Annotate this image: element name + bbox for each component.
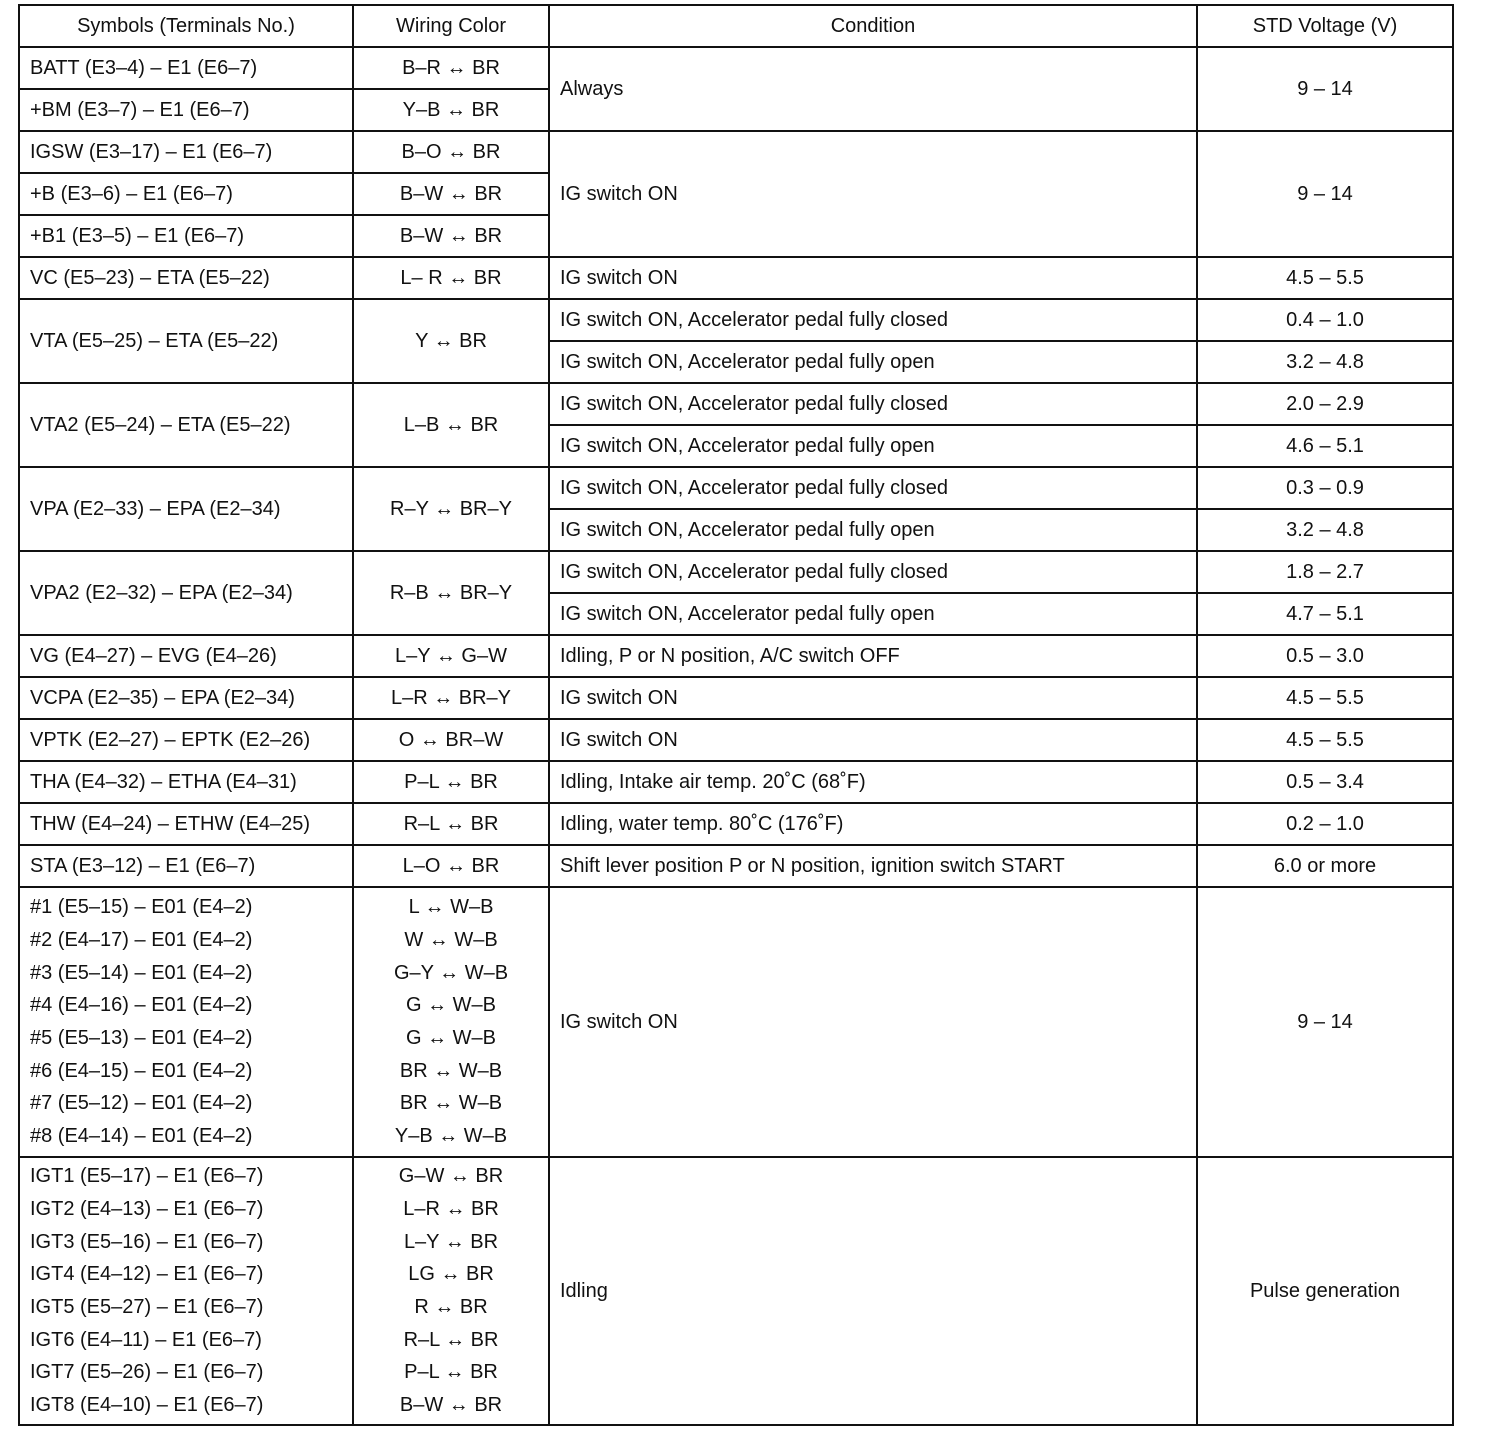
ignition-voltage-cell: Pulse generation bbox=[1197, 1157, 1453, 1425]
wiring-cell: L–O ↔ BR bbox=[353, 845, 549, 887]
ignition-symbol: IGT5 (E5–27) – E1 (E6–7) bbox=[30, 1296, 264, 1318]
table-row bbox=[19, 719, 1453, 761]
symbol-cell: IGSW (E3–17) – E1 (E6–7) bbox=[19, 131, 353, 173]
injector-wiring: G–Y ↔ W–B bbox=[393, 961, 509, 984]
symbol-cell: VCPA (E2–35) – EPA (E2–34) bbox=[19, 677, 353, 719]
ignition-symbol: IGT3 (E5–16) – E1 (E6–7) bbox=[30, 1230, 264, 1253]
ignition-wiring: L–R ↔ BR bbox=[403, 1197, 499, 1220]
wiring-cell: L–Y ↔ G–W bbox=[353, 635, 549, 677]
symbol-cell: +B (E3–6) – E1 (E6–7) bbox=[19, 173, 353, 215]
symbol-cell: VTA (E5–25) – ETA (E5–22) bbox=[19, 299, 353, 383]
header-condition: Condition bbox=[549, 5, 1197, 47]
table-row bbox=[19, 47, 1453, 89]
ignition-symbol: IGT2 (E4–13) – E1 (E6–7) bbox=[30, 1197, 264, 1220]
symbol-cell: BATT (E3–4) – E1 (E6–7) bbox=[19, 47, 353, 89]
condition-cell: IG switch ON bbox=[549, 719, 1197, 761]
wiring-cell: R–B ↔ BR–Y bbox=[353, 551, 549, 635]
table-row bbox=[19, 635, 1453, 677]
condition-cell: Always bbox=[549, 47, 1197, 131]
voltage-cell: 0.2 – 1.0 bbox=[1197, 803, 1453, 845]
symbol-cell: VPTK (E2–27) – EPTK (E2–26) bbox=[19, 719, 353, 761]
ignition-wiring: LG ↔ BR bbox=[408, 1263, 494, 1286]
voltage-cell: 4.5 – 5.5 bbox=[1197, 677, 1453, 719]
symbol-cell: VPA (E2–33) – EPA (E2–34) bbox=[19, 467, 353, 551]
voltage-cell: 0.5 – 3.4 bbox=[1197, 761, 1453, 803]
symbol-cell: THA (E4–32) – ETHA (E4–31) bbox=[19, 761, 353, 803]
header-symbols: Symbols (Terminals No.) bbox=[19, 5, 353, 47]
table-row bbox=[19, 467, 1453, 509]
symbol-cell: +B1 (E3–5) – E1 (E6–7) bbox=[19, 215, 353, 257]
wiring-cell: B–O ↔ BR bbox=[353, 131, 549, 173]
ignition-wiring: R ↔ BR bbox=[414, 1296, 488, 1318]
condition-cell: IG switch ON bbox=[549, 131, 1197, 257]
injector-wiring: L ↔ W–B bbox=[408, 896, 494, 919]
table-row bbox=[19, 131, 1453, 173]
wiring-cell: L– R ↔ BR bbox=[353, 257, 549, 299]
ignition-wiring-cell bbox=[353, 1157, 549, 1425]
wiring-cell: O ↔ BR–W bbox=[353, 719, 549, 761]
ignition-symbol: IGT1 (E5–17) – E1 (E6–7) bbox=[30, 1165, 264, 1188]
table-row bbox=[19, 845, 1453, 887]
voltage-cell: 3.2 – 4.8 bbox=[1197, 509, 1453, 551]
wiring-cell: P–L ↔ BR bbox=[353, 761, 549, 803]
injector-symbol: #7 (E5–12) – E01 (E4–2) bbox=[30, 1092, 253, 1115]
voltage-cell: 9 – 14 bbox=[1197, 131, 1453, 257]
injector-symbol: #5 (E5–13) – E01 (E4–2) bbox=[30, 1027, 253, 1049]
header-std-voltage: STD Voltage (V) bbox=[1197, 5, 1453, 47]
voltage-cell: 6.0 or more bbox=[1197, 845, 1453, 887]
table-row bbox=[19, 803, 1453, 845]
ignition-row bbox=[19, 1157, 1453, 1425]
table-row bbox=[19, 383, 1453, 425]
condition-cell: IG switch ON, Accelerator pedal fully open bbox=[549, 509, 1197, 551]
injector-wiring: G ↔ W–B bbox=[405, 1027, 496, 1049]
injector-row bbox=[19, 887, 1453, 1157]
wiring-cell: L–B ↔ BR bbox=[353, 383, 549, 467]
table-row bbox=[19, 299, 1453, 341]
injector-voltage-cell: 9 – 14 bbox=[1197, 887, 1453, 1157]
symbol-cell: THW (E4–24) – ETHW (E4–25) bbox=[19, 803, 353, 845]
ignition-symbol: IGT7 (E5–26) – E1 (E6–7) bbox=[30, 1361, 264, 1384]
table-row bbox=[19, 551, 1453, 593]
injector-symbol-cell bbox=[19, 887, 353, 1157]
injector-wiring: BR ↔ W–B bbox=[399, 1092, 503, 1115]
ignition-wiring: P–L ↔ BR bbox=[404, 1361, 498, 1384]
header-row bbox=[19, 5, 1453, 47]
symbol-cell: VC (E5–23) – ETA (E5–22) bbox=[19, 257, 353, 299]
condition-cell: IG switch ON, Accelerator pedal fully closed bbox=[549, 299, 1197, 341]
ignition-wiring: B–W ↔ BR bbox=[399, 1394, 503, 1417]
voltage-cell: 4.5 – 5.5 bbox=[1197, 257, 1453, 299]
voltage-cell: 1.8 – 2.7 bbox=[1197, 551, 1453, 593]
condition-cell: IG switch ON, Accelerator pedal fully open bbox=[549, 425, 1197, 467]
ignition-symbol: IGT4 (E4–12) – E1 (E6–7) bbox=[30, 1263, 264, 1286]
voltage-cell: 4.6 – 5.1 bbox=[1197, 425, 1453, 467]
injector-condition-cell: IG switch ON bbox=[549, 887, 1197, 1157]
wiring-cell: B–W ↔ BR bbox=[353, 173, 549, 215]
ecu-terminal-voltage-table bbox=[18, 4, 1454, 1426]
voltage-cell: 4.7 – 5.1 bbox=[1197, 593, 1453, 635]
voltage-cell: 9 – 14 bbox=[1197, 47, 1453, 131]
injector-symbol: #1 (E5–15) – E01 (E4–2) bbox=[30, 896, 253, 919]
symbol-cell: +BM (E3–7) – E1 (E6–7) bbox=[19, 89, 353, 131]
condition-cell: Idling, P or N position, A/C switch OFF bbox=[549, 635, 1197, 677]
wiring-cell: Y–B ↔ BR bbox=[353, 89, 549, 131]
voltage-cell: 4.5 – 5.5 bbox=[1197, 719, 1453, 761]
injector-wiring: BR ↔ W–B bbox=[399, 1059, 503, 1082]
voltage-cell: 3.2 – 4.8 bbox=[1197, 341, 1453, 383]
voltage-cell: 0.4 – 1.0 bbox=[1197, 299, 1453, 341]
condition-cell: IG switch ON, Accelerator pedal fully closed bbox=[549, 551, 1197, 593]
injector-symbol: #6 (E4–15) – E01 (E4–2) bbox=[30, 1059, 253, 1082]
ignition-symbol: IGT8 (E4–10) – E1 (E6–7) bbox=[30, 1394, 264, 1417]
injector-wiring: W ↔ W–B bbox=[404, 928, 498, 951]
voltage-cell: 0.5 – 3.0 bbox=[1197, 635, 1453, 677]
wiring-cell: R–Y ↔ BR–Y bbox=[353, 467, 549, 551]
symbol-cell: STA (E3–12) – E1 (E6–7) bbox=[19, 845, 353, 887]
condition-cell: Idling, water temp. 80˚C (176˚F) bbox=[549, 803, 1197, 845]
ignition-wiring: G–W ↔ BR bbox=[398, 1165, 504, 1188]
wiring-cell: R–L ↔ BR bbox=[353, 803, 549, 845]
injector-symbol: #2 (E4–17) – E01 (E4–2) bbox=[30, 928, 253, 951]
injector-wiring: G ↔ W–B bbox=[405, 994, 496, 1017]
table-row bbox=[19, 761, 1453, 803]
ignition-wiring: R–L ↔ BR bbox=[403, 1328, 499, 1351]
condition-cell: IG switch ON, Accelerator pedal fully closed bbox=[549, 467, 1197, 509]
condition-cell: IG switch ON, Accelerator pedal fully open bbox=[549, 341, 1197, 383]
condition-cell: IG switch ON bbox=[549, 257, 1197, 299]
injector-symbol: #3 (E5–14) – E01 (E4–2) bbox=[30, 961, 253, 984]
ignition-wiring: L–Y ↔ BR bbox=[403, 1230, 499, 1253]
symbol-cell: VPA2 (E2–32) – EPA (E2–34) bbox=[19, 551, 353, 635]
table-row bbox=[19, 257, 1453, 299]
condition-cell: Shift lever position P or N position, ignition switch START bbox=[549, 845, 1197, 887]
ignition-symbol-cell bbox=[19, 1157, 353, 1425]
header-wiring-color: Wiring Color bbox=[353, 5, 549, 47]
wiring-cell: L–R ↔ BR–Y bbox=[353, 677, 549, 719]
table-row bbox=[19, 677, 1453, 719]
condition-cell: IG switch ON, Accelerator pedal fully open bbox=[549, 593, 1197, 635]
voltage-cell: 0.3 – 0.9 bbox=[1197, 467, 1453, 509]
ignition-symbol: IGT6 (E4–11) – E1 (E6–7) bbox=[30, 1328, 262, 1351]
injector-wiring: Y–B ↔ W–B bbox=[394, 1125, 508, 1148]
condition-cell: IG switch ON, Accelerator pedal fully closed bbox=[549, 383, 1197, 425]
ignition-condition-cell: Idling bbox=[549, 1157, 1197, 1425]
condition-cell: Idling, Intake air temp. 20˚C (68˚F) bbox=[549, 761, 1197, 803]
injector-symbol: #8 (E4–14) – E01 (E4–2) bbox=[30, 1125, 253, 1148]
condition-cell: IG switch ON bbox=[549, 677, 1197, 719]
injector-wiring-cell bbox=[353, 887, 549, 1157]
wiring-cell: B–W ↔ BR bbox=[353, 215, 549, 257]
wiring-cell: B–R ↔ BR bbox=[353, 47, 549, 89]
wiring-cell: Y ↔ BR bbox=[353, 299, 549, 383]
injector-symbol: #4 (E4–16) – E01 (E4–2) bbox=[30, 994, 253, 1017]
symbol-cell: VTA2 (E5–24) – ETA (E5–22) bbox=[19, 383, 353, 467]
voltage-cell: 2.0 – 2.9 bbox=[1197, 383, 1453, 425]
symbol-cell: VG (E4–27) – EVG (E4–26) bbox=[19, 635, 353, 677]
